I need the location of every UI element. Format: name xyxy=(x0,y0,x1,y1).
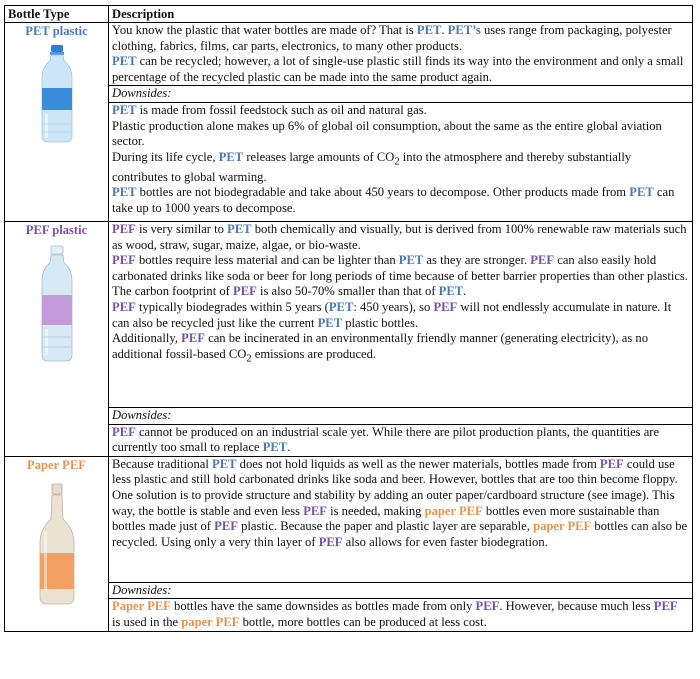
text: cannot be produced on an industrial scale yet. While there are pilot production plants, the quantities are currently too small to replace xyxy=(112,424,660,455)
text: bottles require less material and can be lighter than xyxy=(135,253,399,268)
text: . xyxy=(463,284,467,299)
pet-para-1 xyxy=(112,23,689,54)
paper-pef-term: paper PEF xyxy=(533,519,592,534)
pet-term: PET xyxy=(629,185,654,200)
pet-downside-1 xyxy=(112,103,689,119)
pet-row xyxy=(5,23,693,86)
pef-term: PEF xyxy=(433,299,458,314)
paper-pef-term: paper PEF xyxy=(181,614,240,629)
pef-para-1 xyxy=(112,222,689,253)
pef-type-label: PEF plastic xyxy=(25,222,88,237)
pet-term: PET xyxy=(262,440,288,455)
pet-type-label: PET plastic xyxy=(25,24,88,38)
text: emissions are produced. xyxy=(251,346,377,361)
pet-term: PET xyxy=(416,23,442,37)
text: . xyxy=(287,440,291,455)
pef-downsides-label xyxy=(109,407,693,424)
pef-term: PEF xyxy=(303,503,327,518)
paper-pef-type-label: Paper PEF xyxy=(27,457,86,472)
text: : 450 years), so xyxy=(353,299,434,314)
downsides-label: Downsides: xyxy=(112,582,172,597)
text: typically biodegrades within 5 years ( xyxy=(135,299,329,314)
pef-term: PEF xyxy=(599,456,624,471)
pet-term: PET xyxy=(218,149,244,164)
pef-term: PEF xyxy=(653,599,678,614)
pef-para-4 xyxy=(112,331,689,367)
pef-term: PEF xyxy=(233,284,257,299)
text: Plastic production alone makes up 6% of global oil consumption, about the same as the entire global aviation sector. xyxy=(112,118,662,149)
text: You know the plastic that water bottles are made of? That is xyxy=(112,23,417,37)
paper-pef-term: Paper PEF xyxy=(112,599,171,614)
pet-downsides-text xyxy=(109,102,693,221)
text: can be recycled; however, a lot of single-use plastic still finds its way into the environment and only a small percentage of the recycled plastic can be made into the same product again. xyxy=(112,54,684,84)
text: bottles have the same downsides as bottles made from only xyxy=(170,599,476,614)
pet-term: PET xyxy=(112,102,137,117)
text: also allows for even faster biodegration. xyxy=(342,534,548,549)
paper-pef-bottle-image xyxy=(35,483,79,607)
text: could use less plastic and still hold carbonated drinks like soda and beer. However, bottles that are too thin become floppy. One solution is to provide structure and stability by adding an outer paper/cardboard structure (see image). This way, the bottle is stable and even less xyxy=(112,456,678,518)
subscript: 2 xyxy=(246,353,252,365)
pet-term: PET’s xyxy=(447,23,481,37)
text: bottles can also be recycled. Using only a very thin layer of xyxy=(112,519,688,549)
pet-downside-2 xyxy=(112,119,689,150)
paper-pef-para-1 xyxy=(112,457,689,551)
pef-term: PEF xyxy=(112,221,136,236)
header-description: Description xyxy=(109,6,693,23)
text: bottles even more sustainable than bottles made just of xyxy=(112,503,660,534)
pet-term: PET xyxy=(212,456,237,471)
text: into the atmosphere and thereby substantially contributes to global warming. xyxy=(112,149,632,184)
text: does not hold liquids as well as the newer materials, bottles made from xyxy=(236,456,600,471)
pet-term: PET xyxy=(112,54,137,69)
text: uses range from packaging, polyester clothing, fabrics, films, car parts, electronics, to many other products. xyxy=(112,23,672,53)
pet-downside-3 xyxy=(112,150,689,186)
pef-term: PEF xyxy=(112,424,136,439)
pet-term: PET xyxy=(112,185,137,200)
pef-term: PEF xyxy=(530,253,555,268)
pet-term: PET xyxy=(227,221,252,236)
downsides-label: Downsides: xyxy=(112,86,172,101)
text: plastic. Because the paper and plastic layer are separable, xyxy=(237,519,534,534)
text: . However, because much less xyxy=(499,599,654,614)
text: plastic bottles. xyxy=(342,315,419,330)
text: can take up to 1000 years to decompose. xyxy=(112,185,675,216)
pet-term: PET xyxy=(317,315,343,330)
text: is made from fossil feedstock such as oil and natural gas. xyxy=(136,102,427,117)
text: can be incinerated in an environmentally friendly manner (generating electricity), as no additional fossil-based CO xyxy=(112,331,648,361)
text: can also easily hold carbonated drinks like soda or beer for long periods of time because of better barrier properties than other plastics. The carbon footprint of xyxy=(112,253,688,299)
bottle-comparison-table xyxy=(4,5,693,632)
text: Additionally, xyxy=(112,331,182,346)
pet-bottle-image xyxy=(37,44,77,144)
pef-downside-1 xyxy=(112,425,689,456)
pet-term: PET xyxy=(438,284,464,299)
paper-pef-type-cell xyxy=(5,456,109,631)
text: releases large amounts of CO xyxy=(243,149,395,164)
pet-term: PET xyxy=(398,253,424,268)
pef-term: PEF xyxy=(475,599,500,614)
text: is also 50-70% smaller than that of xyxy=(256,284,439,299)
text: both chemically and visually, but is derived from 100% renewable raw materials such as wood, straw, sugar, maize, algae, or bio-waste. xyxy=(112,221,687,252)
paper-pef-description xyxy=(109,456,693,582)
pef-type-cell xyxy=(5,221,109,456)
paper-pef-downsides-label xyxy=(109,582,693,599)
pef-term: PEF xyxy=(112,299,136,314)
text: bottles are not biodegradable and take about 450 years to decompose. Other products made from xyxy=(136,185,630,200)
paper-pef-row xyxy=(5,456,693,582)
paper-pef-term: paper PEF xyxy=(424,503,483,518)
pef-term: PEF xyxy=(181,331,205,346)
downsides-label: Downsides: xyxy=(112,407,172,422)
pef-description xyxy=(109,221,693,407)
pet-type-cell xyxy=(5,23,109,222)
text: During its life cycle, xyxy=(112,149,219,164)
paper-pef-downside-1 xyxy=(112,599,689,630)
header-row xyxy=(5,6,693,23)
paper-pef-downsides-text xyxy=(109,599,693,631)
pef-downsides-text xyxy=(109,424,693,456)
pet-description xyxy=(109,23,693,86)
pef-term: PEF xyxy=(318,534,343,549)
text: . xyxy=(441,23,448,37)
text: is very similar to xyxy=(135,221,228,236)
text: bottle, more bottles can be produced at less cost. xyxy=(239,614,487,629)
text: as they are stronger. xyxy=(423,253,531,268)
text: is needed, making xyxy=(326,503,425,518)
subscript: 2 xyxy=(394,156,400,168)
pet-downside-4 xyxy=(112,185,689,216)
pet-term: PET xyxy=(328,299,354,314)
pef-para-2 xyxy=(112,253,689,300)
pef-bottle-image xyxy=(37,245,77,363)
text: is used in the xyxy=(112,614,182,629)
pef-para-3 xyxy=(112,300,689,331)
pef-row xyxy=(5,221,693,407)
pet-downsides-label xyxy=(109,86,693,103)
pef-term: PEF xyxy=(214,519,238,534)
text: will not endlessly accumulate in nature. It can also be recycled just like the current xyxy=(112,299,672,330)
text: Because traditional xyxy=(112,456,213,471)
header-bottle-type: Bottle Type xyxy=(5,6,109,23)
pet-para-2 xyxy=(112,54,689,85)
pef-term: PEF xyxy=(112,253,136,268)
